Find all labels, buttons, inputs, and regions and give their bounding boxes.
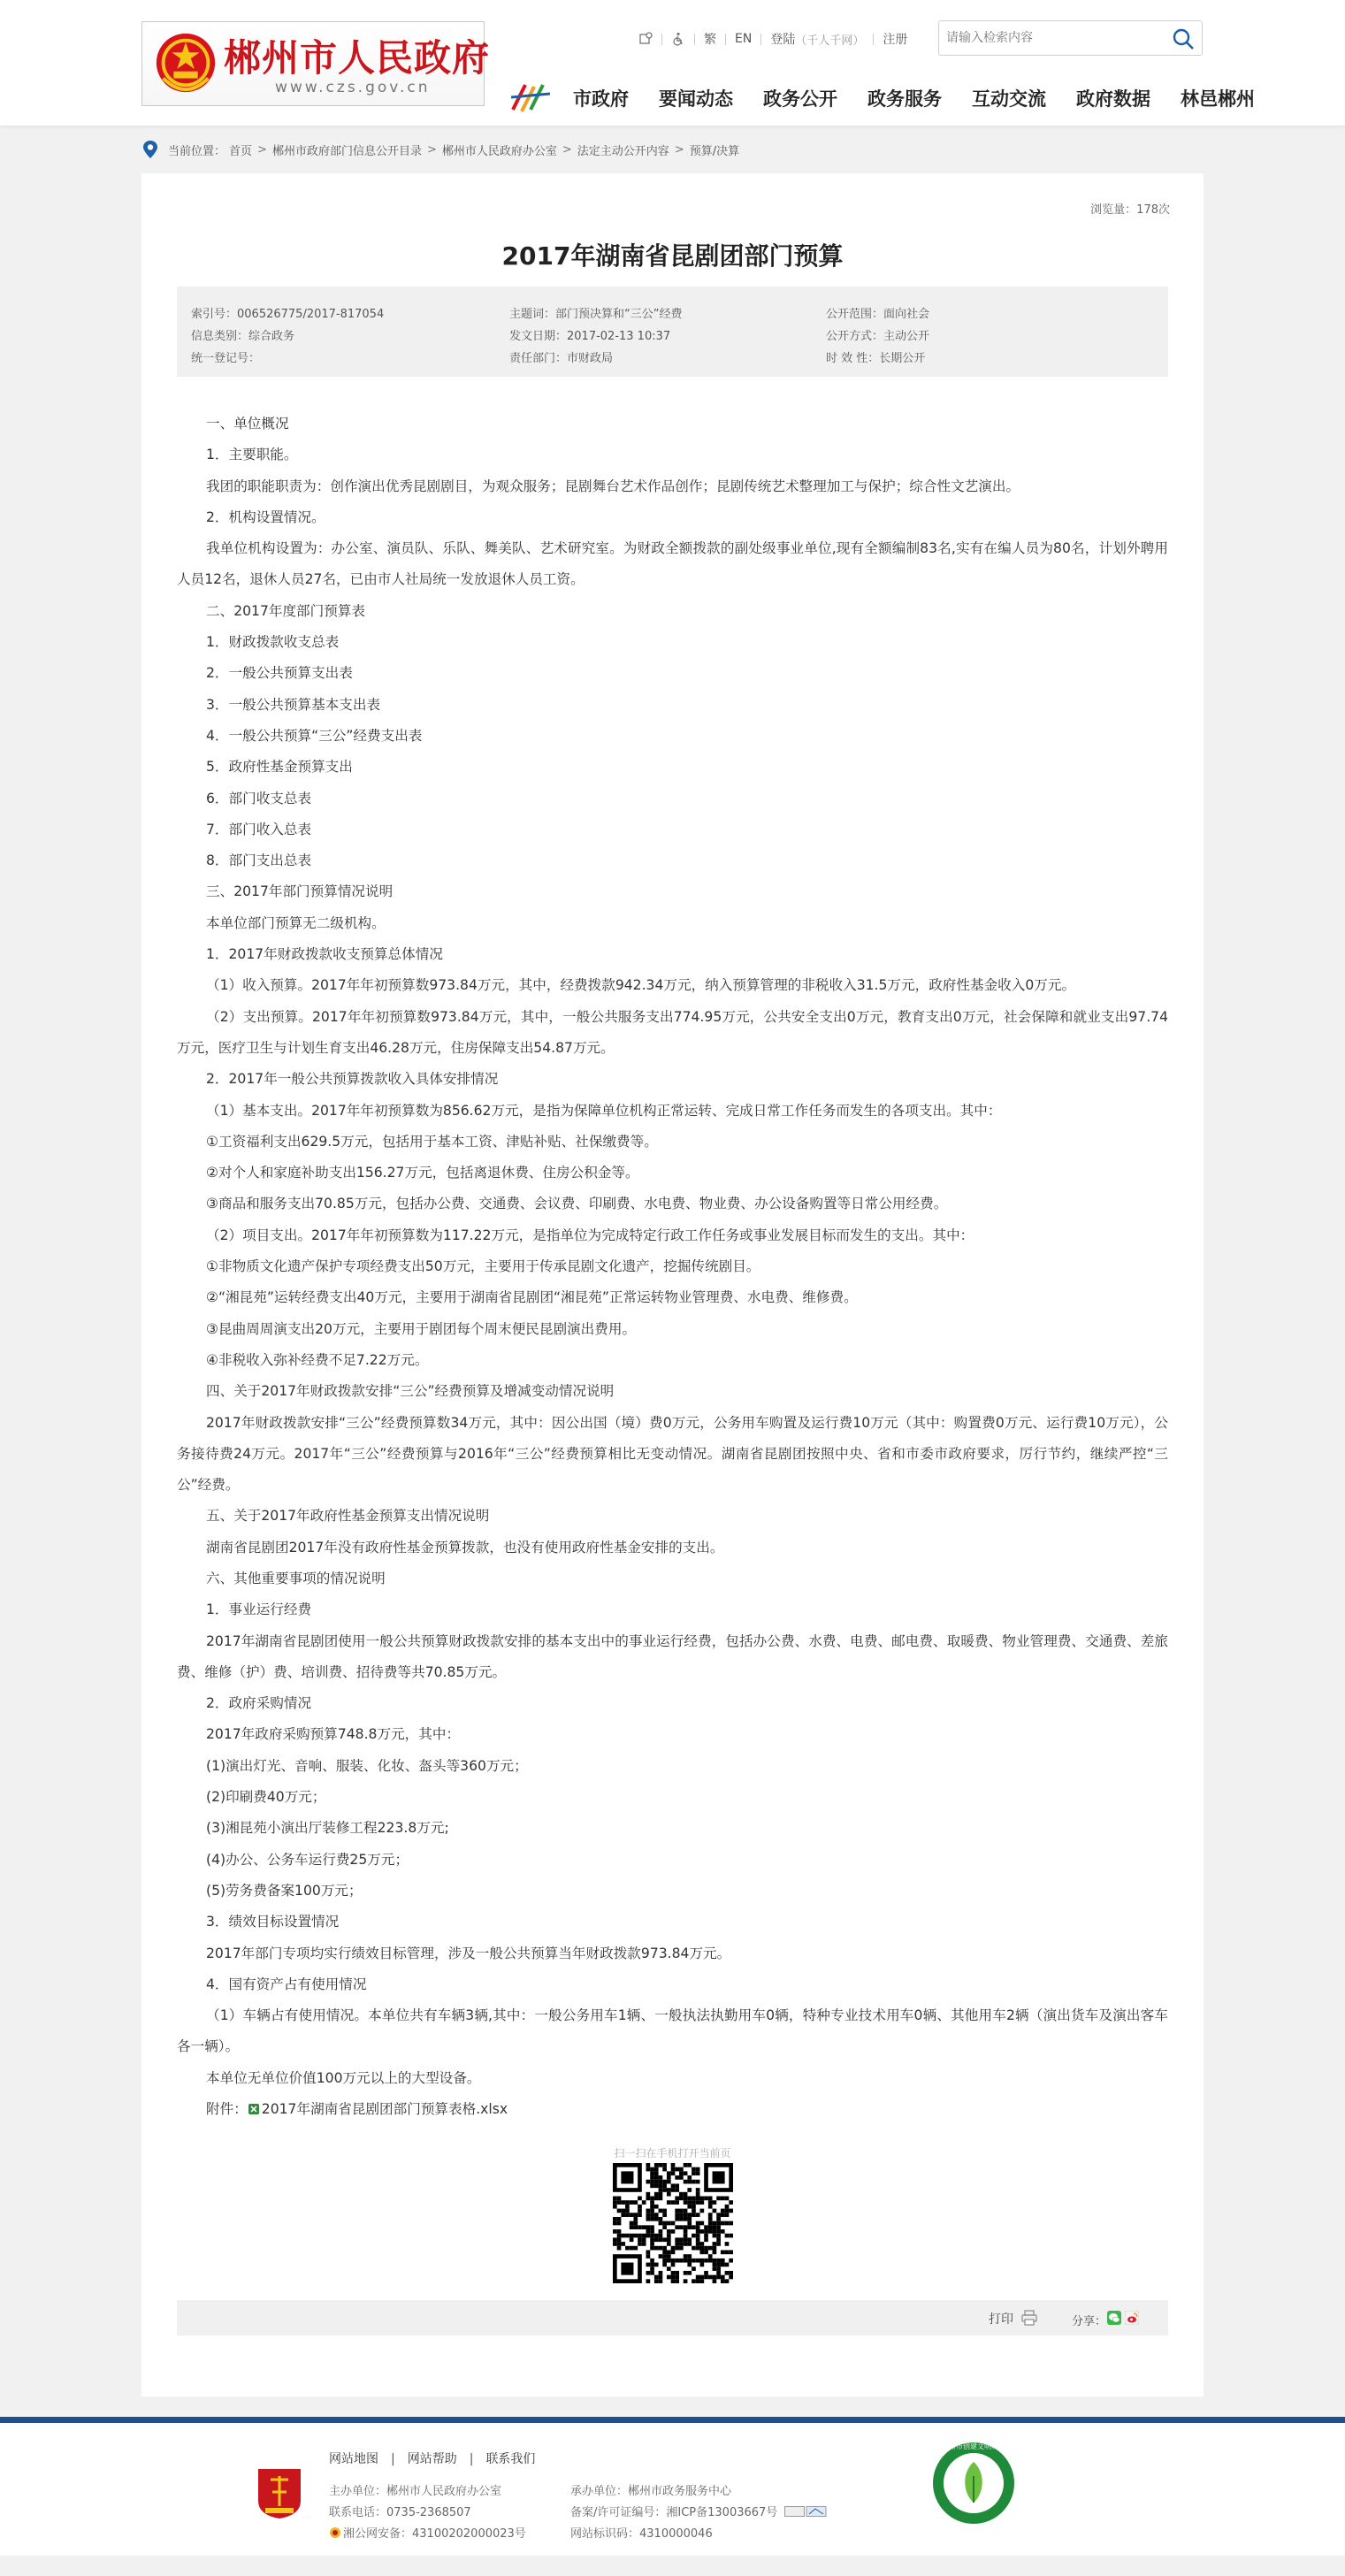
search-input[interactable] — [946, 29, 1158, 47]
nav-item-interaction[interactable]: 互动交流 — [972, 88, 1046, 110]
divider — [661, 34, 662, 45]
logo-url: www.czs.gov.cn — [275, 79, 431, 96]
site-footer — [0, 2417, 1345, 2556]
article-paragraph: ①非物质文化遗产保护专项经费支出50万元，主要用于传承昆剧文化遗产，挖掘传统剧目。 — [206, 1258, 760, 1275]
article-paragraph: 2．一般公共预算支出表 — [206, 665, 353, 682]
top-links — [638, 30, 907, 48]
breadcrumb-home[interactable]: 首页 — [229, 144, 253, 158]
article-paragraph: ②对个人和家庭补助支出156.27万元，包括离退休费、住房公积金等。 — [206, 1165, 639, 1181]
wechat-share-icon[interactable] — [1107, 2311, 1121, 2325]
nav-item-disclosure[interactable]: 政务公开 — [763, 88, 837, 110]
printer-icon[interactable] — [1021, 2310, 1037, 2326]
article-paragraph: ③昆曲周周演支出20万元，主要用于剧团每个周末便民昆剧演出费用。 — [206, 1320, 637, 1337]
meta-validity: 时 效 性：长期公开 — [826, 352, 926, 365]
meta-subject: 主题词：部门预决算和“三公”经费 — [509, 308, 683, 321]
qr-code — [613, 2163, 733, 2283]
register-link[interactable]: 注册 — [883, 33, 908, 47]
attachment-line — [177, 2094, 1168, 2125]
article-card — [141, 173, 1204, 2396]
article-paragraph: 我团的职能职责为：创作演出优秀昆剧剧目，为观众服务；昆剧舞台艺术作品创作；昆剧传统艺术整理加工与保护；综合性文艺演出。 — [206, 478, 1020, 494]
attachment-label: 附件： — [206, 2101, 248, 2118]
article-paragraph: 2017年部门专项均实行绩效目标管理，涉及一般公共预算当年财政拨款973.84万元。 — [206, 1945, 731, 1961]
divider — [873, 34, 874, 45]
article-paragraph: 1．事业运行经费 — [206, 1601, 312, 1618]
nav-item-services[interactable]: 政务服务 — [867, 88, 942, 110]
article-paragraph: (2)印刷费40万元； — [206, 1789, 326, 1806]
footer-phone: 联系电话：0735-2368507 — [329, 2506, 471, 2519]
article-paragraph: 2017年湖南省昆剧团使用一般公共预算财政拨款安排的基本支出中的事业运行经费，包括办公费、水费、电费、邮电费、取暖费、物业管理费、交通费、差旅费、维修（护）费、培训费、招待费等共70.85万元。 — [177, 1632, 1168, 1680]
wheelchair-icon[interactable] — [671, 32, 685, 46]
share-label: 分享： — [1072, 2315, 1107, 2328]
article-paragraph: 2017年政府采购预算748.8万元，其中： — [206, 1726, 461, 1743]
footer-site-code: 网站标识码：4310000046 — [570, 2527, 713, 2541]
nav-item-news[interactable]: 要闻动态 — [659, 88, 733, 110]
article-meta — [177, 287, 1168, 377]
english-link[interactable]: EN — [735, 32, 753, 46]
attachment-link[interactable]: 2017年湖南省昆剧团部门预算表格.xlsx — [261, 2101, 508, 2118]
article-paragraph: 三、2017年部门预算情况说明 — [206, 883, 394, 900]
party-government-emblem-icon[interactable] — [255, 2465, 304, 2520]
view-count: 浏览量：178次 — [1090, 203, 1170, 217]
national-emblem-icon — [151, 27, 220, 98]
nav-item-data[interactable]: 政府数据 — [1076, 88, 1150, 110]
article-paragraph: （2）项目支出。2017年年初预算数为117.22万元，是指单位为完成特定行政工作任务或事业发展目标而发生的支出。其中： — [206, 1227, 974, 1243]
article-paragraph: 2．机构设置情况。 — [206, 508, 325, 525]
breadcrumb-content[interactable]: 法定主动公开内容 — [577, 144, 669, 158]
excel-file-icon — [248, 2103, 260, 2115]
article-paragraph: 3．绩效目标设置情况 — [206, 1914, 340, 1930]
article-paragraph: ④非税收入弥补经费不足7.22万元。 — [206, 1351, 429, 1368]
weibo-share-icon[interactable] — [1125, 2311, 1139, 2325]
footer-links: 网站地图 | 网站帮助 | 联系我们 — [329, 2452, 536, 2466]
footer-police-record[interactable]: 湘公网安备：43100202000023号 — [329, 2524, 526, 2541]
divider — [694, 34, 695, 45]
article-paragraph: 2．2017年一般公共预算拨款收入具体安排情况 — [206, 1071, 499, 1088]
footer-icp[interactable]: 备案/许可证编号：湘ICP备13003667号 — [570, 2503, 827, 2519]
article-paragraph: (3)湘昆苑小演出厅装修工程223.8万元; — [206, 1820, 449, 1837]
article-paragraph: 4．一般公共预算“三公”经费支出表 — [206, 727, 423, 744]
footer-organizer: 承办单位：郴州市政务服务中心 — [570, 2485, 732, 2498]
divider — [725, 34, 726, 45]
breadcrumb-catalog[interactable]: 郴州市政府部门信息公开目录 — [271, 144, 422, 158]
meta-method: 公开方式：主动公开 — [826, 330, 930, 343]
traditional-chinese-link[interactable]: 繁 — [704, 33, 716, 47]
meta-dept: 责任部门：市财政局 — [509, 352, 614, 365]
article-paragraph: 1．主要职能。 — [206, 447, 298, 463]
article-paragraph: 1．财政拨款收支总表 — [206, 634, 340, 651]
page-title: 2017年湖南省昆剧团部门预算 — [501, 241, 844, 271]
meta-scope: 公开范围：面向社会 — [826, 308, 930, 321]
article-paragraph: 一、单位概况 — [206, 416, 289, 432]
footer-link-sitemap[interactable]: 网站地图 — [329, 2452, 378, 2466]
badge-text: 郴州市创建文明城市 — [942, 2442, 1005, 2450]
breadcrumb: 当前位置： 首页 > 郴州市政府部门信息公开目录 > 郴州市人民政府办公室 > 法定主动公开内容 > 预算/决算 — [141, 140, 739, 159]
breadcrumb-budget[interactable]: 预算/决算 — [689, 144, 740, 158]
search-box — [938, 20, 1203, 56]
print-button[interactable]: 打印 — [989, 2312, 1013, 2327]
footer-link-help[interactable]: 网站帮助 — [407, 2452, 457, 2466]
footer-link-contact[interactable]: 联系我们 — [485, 2452, 536, 2466]
article-paragraph: （1）基本支出。2017年年初预算数为856.62万元，是指为保障单位机构正常运转、完成日常工作任务而发生的各项支出。其中： — [206, 1102, 1002, 1119]
article-paragraph: ①工资福利支出629.5万元，包括用于基本工资、津贴补贴、社保缴费等。 — [206, 1133, 658, 1150]
share-bar — [177, 2300, 1168, 2335]
article-paragraph: （1）收入预算。2017年年初预算数973.84万元，其中，经费拨款942.34万元，纳入预算管理的非税收入31.5万元，政府性基金收入0万元。 — [206, 977, 1076, 994]
divider — [760, 34, 761, 45]
article-paragraph: 六、其他重要事项的情况说明 — [206, 1570, 386, 1586]
main-nav — [573, 85, 1255, 111]
article-paragraph: 本单位部门预算无二级机构。 — [206, 914, 386, 931]
article-paragraph: 2．政府采购情况 — [206, 1695, 312, 1712]
logo-title: 郴州市人民政府 — [224, 36, 491, 80]
article-paragraph: ③商品和服务支出70.85万元，包括办公费、交通费、会议费、印刷费、水电费、物业费、办公设备购置等日常公用经费。 — [206, 1196, 948, 1212]
article-paragraph: (5)劳务费备案100万元； — [206, 1882, 363, 1899]
nav-item-city-government[interactable]: 市政府 — [573, 88, 629, 110]
article-paragraph: 5．政府性基金预算支出 — [206, 759, 353, 776]
search-icon[interactable] — [1172, 27, 1195, 50]
article-paragraph: (1)演出灯光、音响、服装、化妆、盔头等360万元； — [206, 1757, 528, 1774]
article-paragraph: 8．部门支出总表 — [206, 852, 312, 869]
article-paragraph: 四、关于2017年财政拨款安排“三公”经费预算及增减变动情况说明 — [206, 1383, 615, 1400]
site-header — [0, 0, 1345, 126]
article-paragraph: 1．2017年财政拨款收支预算总体情况 — [206, 946, 443, 963]
location-pin-icon — [141, 140, 159, 159]
article-paragraph: 7．部门收入总表 — [206, 821, 312, 837]
article-paragraph: 五、关于2017年政府性基金预算支出情况说明 — [206, 1508, 490, 1525]
article-paragraph: 我单位机构设置为：办公室、演员队、乐队、舞美队、艺术研究室。为财政全额拨款的副处级事业单位,现有全额编制83名,实有在编人员为80名，计划外聘用人员12名，退休人员27名，已由市人社局统一发放退休人员工资。 — [177, 540, 1168, 588]
site-logo[interactable] — [141, 21, 491, 106]
article-body — [177, 409, 1168, 2125]
accessibility-mode-icon[interactable] — [638, 32, 653, 46]
nav-item-chenzhou[interactable]: 林邑郴州 — [1181, 88, 1255, 110]
login-sub-label: （千人千网） — [795, 34, 865, 48]
civilized-city-badge-icon[interactable] — [931, 2441, 1016, 2526]
meta-unified-code: 统一登记号： — [191, 352, 261, 365]
article-paragraph: ②“湘昆苑”运转经费支出40万元，主要用于湖南省昆剧团“湘昆苑”正常运转物业管理费、水电费、维修费。 — [206, 1289, 858, 1306]
breadcrumb-office[interactable]: 郴州市人民政府办公室 — [441, 144, 557, 158]
ipv6-badge-icon — [784, 2506, 827, 2517]
article-paragraph: 4．国有资产占有使用情况 — [206, 1976, 367, 1992]
meta-index: 索引号：006526775/2017-817054 — [191, 308, 385, 321]
nav-decoration-icon — [508, 80, 554, 115]
qr-caption: 扫一扫在手机打开当前页 — [614, 2147, 731, 2159]
footer-sponsor: 主办单位：郴州市人民政府办公室 — [329, 2485, 502, 2498]
article-paragraph: （2）支出预算。2017年年初预算数973.84万元，其中，一般公共服务支出774.95万元，公共安全支出0万元，教育支出0万元，社会保障和就业支出97.74万元，医疗卫生与计划生育支出46.28万元，住房保障支出54.87万元。 — [177, 1008, 1168, 1056]
breadcrumb-label: 当前位置： — [168, 144, 226, 158]
article-paragraph: (4)办公、公务车运行费25万元； — [206, 1851, 409, 1868]
article-paragraph: 湖南省昆剧团2017年没有政府性基金预算拨款，也没有使用政府性基金安排的支出。 — [206, 1539, 724, 1556]
article-paragraph: 本单位无单位价值100万元以上的大型设备。 — [206, 2069, 481, 2086]
article-paragraph: 6．部门收支总表 — [206, 790, 312, 806]
article-paragraph: 2017年财政拨款安排“三公”经费预算数34万元，其中：因公出国（境）费0万元，公务用车购置及运行费10万元（其中：购置费0万元、运行费10万元），公务接待费24万元。2017年“三公”经费预算与2016年“三公”经费预算相比无变动情况。湖南省昆剧团按照中央、省和市委市政府要求，厉行节约，继续严控“三公”经费。 — [177, 1414, 1168, 1494]
meta-category: 信息类别：综合政务 — [191, 330, 295, 343]
article-paragraph: （1）车辆占有使用情况。本单位共有车辆3辆,其中：一般公务用车1辆、一般执法执勤用车0辆，特种专业技术用车0辆、其他用车2辆（演出货车及演出客车各一辆）。 — [177, 2007, 1168, 2055]
meta-date: 发文日期：2017-02-13 10:37 — [509, 330, 671, 343]
login-link[interactable]: 登陆 — [770, 33, 796, 47]
police-badge-icon — [329, 2526, 341, 2539]
article-paragraph: 二、2017年度部门预算表 — [206, 602, 366, 619]
article-paragraph: 3．一般公共预算基本支出表 — [206, 696, 381, 713]
